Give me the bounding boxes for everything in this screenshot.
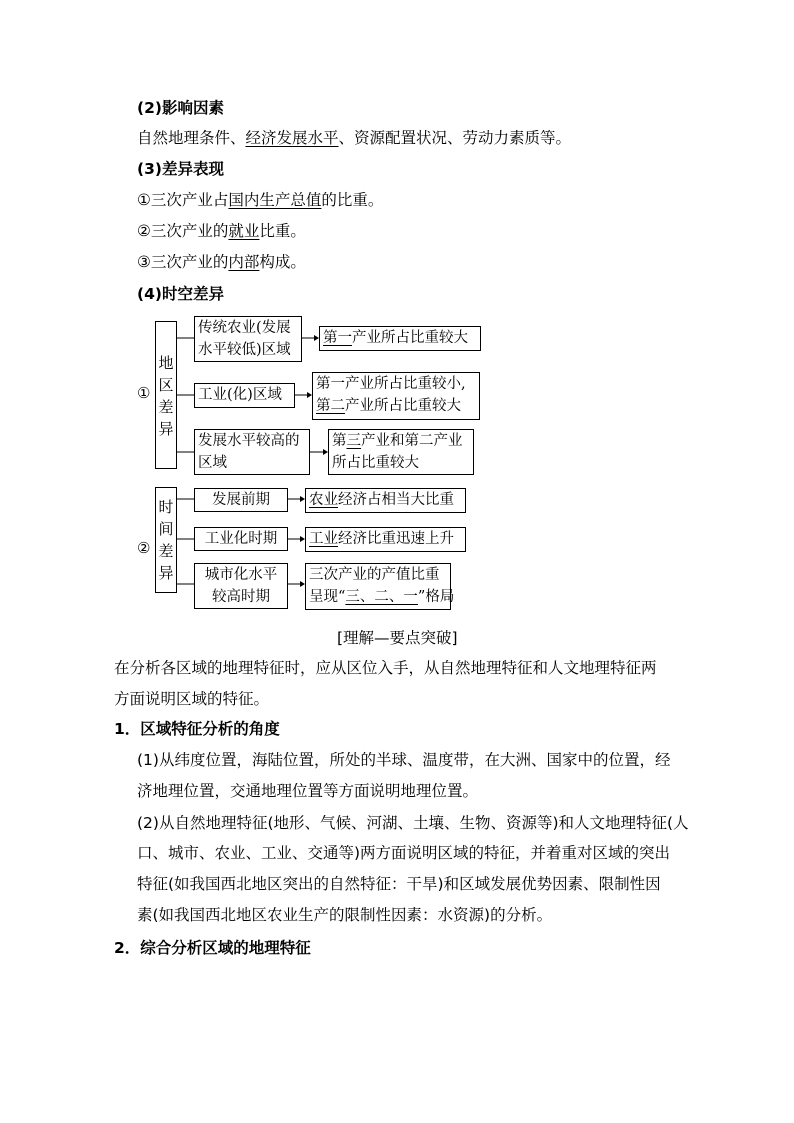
row3-right-box	[328, 429, 474, 475]
row3-left-box	[194, 429, 310, 475]
row4-right-box	[305, 488, 466, 513]
text-segment: 自然地理条件、	[137, 129, 246, 147]
point1-p2-line-3: 特征(如我国西北地区突出的自然特征：干旱)和区域发展优势因素、限制性因	[137, 875, 661, 893]
text-segment: ②三次产业的	[137, 222, 229, 240]
box-line: 第一产业所占比重较小,	[316, 376, 466, 392]
box-line: 传统农业(发展	[198, 320, 291, 336]
point1-p1-line-2: 济地理位置，交通地理位置等方面说明地理位置。	[137, 782, 479, 800]
point1-title: 1．区域特征分析的角度	[114, 720, 280, 738]
box-text: 发展前期	[212, 492, 270, 508]
text-segment: 的比重。	[321, 191, 384, 209]
underlined-term: 三、二、一	[345, 589, 418, 605]
text-segment: 比重。	[259, 222, 306, 240]
group-label-region	[155, 321, 177, 469]
text-segment: 呈现“	[309, 589, 346, 605]
box-line	[332, 430, 470, 452]
box-line: 区域	[198, 455, 227, 471]
text-segment: 、资源配置状况、劳动力素质等。	[338, 129, 572, 147]
row4-left-box	[194, 488, 288, 512]
underlined-term: 第二	[316, 398, 345, 414]
text-segment: 第	[332, 433, 347, 449]
underlined-term: 经济发展水平	[245, 129, 339, 147]
understand-intro-line-1: 在分析各区域的地理特征时，应从区位入手，从自然地理特征和人文地理特征两	[114, 659, 657, 677]
box-text: 工业(化)区域	[198, 387, 282, 403]
understand-heading: [理解—要点突破]	[337, 629, 458, 647]
section-heading-influence: (2)影响因素	[137, 99, 224, 117]
group-number-2: ②	[137, 539, 151, 557]
text-segment: 产业所占比重较大	[345, 398, 461, 414]
text-segment: 构成。	[259, 253, 306, 271]
point2-title: 2．综合分析区域的地理特征	[114, 939, 311, 957]
group-label-text: 时间差异	[158, 498, 174, 582]
text-segment: 产业和第二产业	[361, 433, 463, 449]
text-segment: 经济比重迅速上升	[338, 531, 454, 547]
box-line: 三次产业的产值比重	[309, 567, 440, 583]
text-segment: ①三次产业占	[137, 191, 229, 209]
underlined-term: 工业	[309, 531, 338, 547]
section-heading-spacetime: (4)时空差异	[137, 285, 224, 303]
text-segment: 经济占相当大比重	[338, 492, 454, 508]
box-line	[316, 395, 476, 417]
point1-p2-line-1: (2)从自然地理特征(地形、气候、河湖、土壤、生物、资源等)和人文地理特征(人	[137, 814, 689, 832]
box-text: 工业化时期	[204, 531, 278, 547]
row5-left-box	[194, 527, 288, 551]
underlined-term: 就业	[228, 222, 260, 240]
group-number-1: ①	[137, 384, 151, 402]
understand-intro-line-2: 方面说明区域的特征。	[114, 690, 270, 708]
row2-right-box	[312, 372, 480, 420]
row1-left-box	[194, 316, 302, 362]
text-segment: ③三次产业的	[137, 253, 229, 271]
text-segment: 产业所占比重较大	[352, 330, 468, 346]
row6-left-box	[194, 563, 288, 609]
underlined-term: 三	[346, 433, 361, 449]
section-heading-difference: (3)差异表现	[137, 160, 224, 178]
box-line: 水平较低)区域	[198, 342, 291, 358]
row5-right-box	[305, 527, 466, 552]
box-line: 所占比重较大	[332, 455, 419, 471]
text-segment: ”格局	[417, 589, 455, 605]
box-line	[309, 586, 455, 608]
row1-right-box	[319, 326, 481, 351]
row2-left-box	[194, 383, 295, 408]
underlined-term: 第一	[323, 330, 352, 346]
box-line: 发展水平较高的	[198, 433, 300, 449]
underlined-term: 国内生产总值	[228, 191, 322, 209]
group-label-time	[155, 487, 177, 593]
point1-p1-line-1: (1)从纬度位置，海陆位置，所处的半球、温度带，在大洲、国家中的位置，经	[137, 751, 671, 769]
box-line: 城市化水平	[204, 567, 278, 583]
point1-p2-line-4: 素(如我国西北地区农业生产的限制性因素：水资源)的分析。	[137, 906, 553, 924]
group-label-text: 地区差异	[158, 354, 174, 438]
point1-p2-line-2: 口、城市、农业、工业、交通等)两方面说明区域的特征，并着重对区域的突出	[137, 844, 671, 862]
underlined-term: 内部	[228, 253, 260, 271]
box-line: 较高时期	[212, 589, 270, 605]
row6-right-box	[305, 563, 455, 610]
underlined-term: 农业	[309, 492, 338, 508]
